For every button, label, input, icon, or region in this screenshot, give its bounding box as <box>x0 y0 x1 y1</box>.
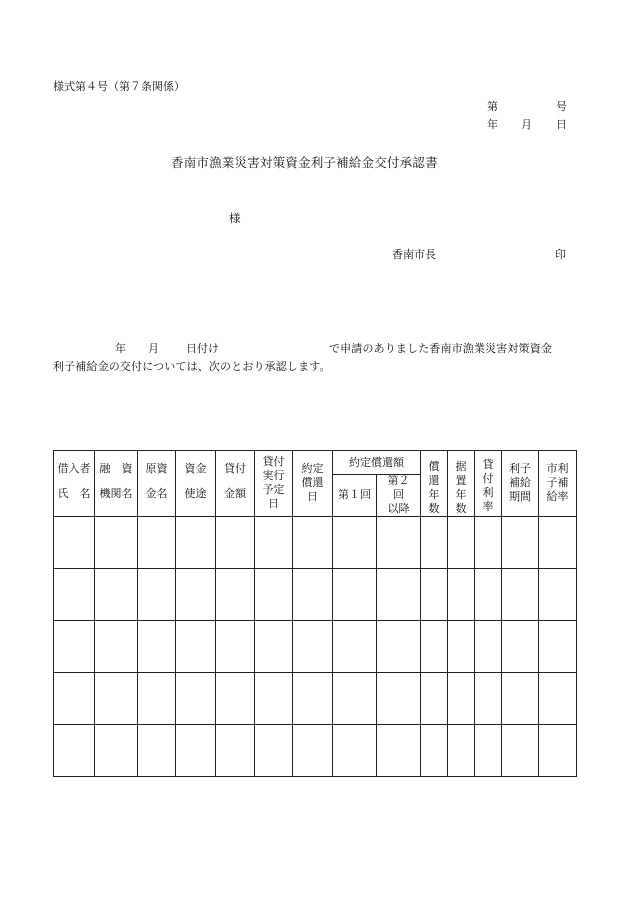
header-grace-years: 据 置 年 数 <box>455 460 467 515</box>
header-borrower-name-line1: 借入者 <box>57 462 91 475</box>
header-loan-amount-line2: 金額 <box>224 487 246 500</box>
header-subsidy-period: 利子 補給 期間 <box>509 462 531 503</box>
header-repayment-amount-group: 約定償還額 <box>349 456 404 469</box>
header-loan-amount-line1: 貸付 <box>224 462 246 475</box>
form-number: 様式第４号（第７条関係） <box>53 80 185 93</box>
header-borrower-name-line2: 氏 名 <box>57 487 91 500</box>
body-month-label: 月 <box>148 342 159 355</box>
date-month-label: 月 <box>521 118 532 131</box>
header-fund-purpose-line2: 使途 <box>184 487 207 500</box>
body-dated-label: 日付け <box>186 342 219 355</box>
addressee-honorific: 様 <box>229 211 241 225</box>
header-repayment-years: 償 還 年 数 <box>428 460 440 515</box>
document-title: 香南市漁業災害対策資金利子補給金交付承認書 <box>171 155 438 170</box>
body-text-line-2: 利子補給金の交付については、次のとおり承認します。 <box>53 360 331 373</box>
body-year-label: 年 <box>115 342 126 355</box>
header-city-subsidy-rate: 市利 子補 給率 <box>546 462 569 503</box>
document-number-label: 第 <box>487 100 498 113</box>
seal-mark: 印 <box>555 248 566 261</box>
issuer-name: 香南市長 <box>392 248 436 261</box>
header-fund-source-line1: 原資 <box>145 462 168 475</box>
header-lender-line2: 機関名 <box>99 487 133 500</box>
header-fund-source-line2: 金名 <box>145 487 168 500</box>
body-text-line-1: で申請のありました香南市漁業災害対策資金 <box>329 342 552 355</box>
document-number-suffix: 号 <box>556 100 567 113</box>
header-loan-interest-rate: 貸 付 利 率 <box>482 458 494 513</box>
header-loan-execution-date: 貸付 実行 予定 日 <box>262 455 285 510</box>
header-lender-line1: 融 資 <box>99 462 133 475</box>
date-day-label: 日 <box>556 118 567 131</box>
header-fund-purpose-line1: 資金 <box>184 462 207 475</box>
date-year-label: 年 <box>487 118 498 131</box>
header-repayment-date: 約定 償還 日 <box>301 462 324 503</box>
header-second-installment-onward: 第２ 回 以降 <box>387 474 410 515</box>
header-first-installment: 第１回 <box>338 488 371 501</box>
